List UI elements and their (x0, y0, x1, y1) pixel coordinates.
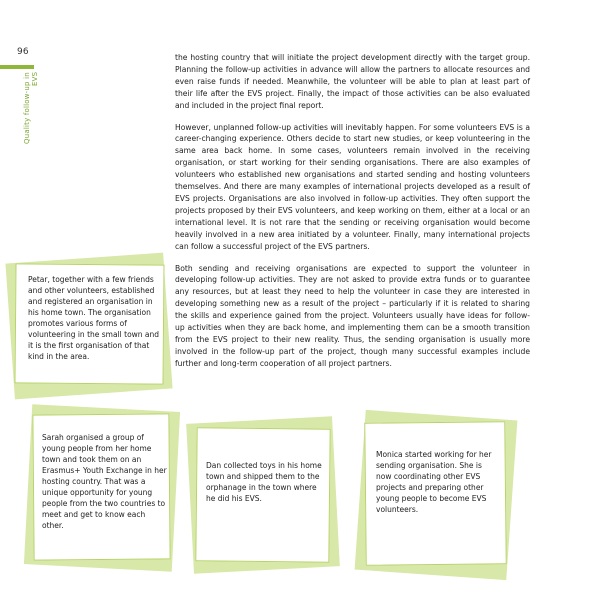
note-sarah (28, 408, 176, 568)
page-number: 96 (17, 47, 29, 57)
note-petar (10, 258, 168, 394)
main-text-column (175, 52, 530, 380)
note-text: Dan collected toys in his home town and shipped them to the orphanage in the town where he did his EVS. (206, 461, 322, 503)
note-dan (190, 420, 336, 570)
side-section-label: Quality follow-up in EVS (23, 72, 39, 144)
margin-accent-bar (0, 65, 34, 69)
note-text: Monica started working for her sending organisation. She is now coordinating other EVS projects and preparing other young people to become EVS volunteers. (376, 450, 492, 514)
paragraph: Both sending and receiving organisations are expected to support the volunteer in developing follow-up activities. They are not asked to provide extra funds or to guarantee any resources, but at least they need to help the volunteer in case they are interested in developing something new as a result of the project – particularly if it is related to sharing the skills and experience gained from the project. Volunteers usually have ideas for follow-up activities when they are back home, and implementing them can be a smooth transition from the EVS project to their new reality. Thus, the sending organisation is usually more involved in the follow-up part of the project, though many successful examples include further and long-term cooperation of all project partners. (175, 263, 530, 368)
paragraph: the hosting country that will initiate the project development directly with the target group. Planning the follow-up activities in advance will allow the partners to allocate resources and even raise funds if needed. Meanwhile, the volunteer will be able to plan at least part of their life after the EVS project. Finally, the impact of those activities can be also evaluated and included in the project final report. (175, 53, 530, 110)
paragraph: However, unplanned follow-up activities will inevitably happen. For some volunteers EVS is a career-changing experience. Others decide to start new studies, or keep volunteering in the same area back home. In some cases, volunteers remain involved in the receiving organisation, or start working for their sending organisations. There are also examples of volunteers who established new organisations and started sending and hosting volunteers themselves. And there are many examples of international projects developed as a result of EVS projects. Organisations are also involved in follow-up activities. They often support the projects proposed by their EVS volunteers, and keep working on them, either at a local or an international level. It is not rare that the sending or receiving organisation would become heavily involved in a new area initiated by a volunteer. Finally, many international projects can follow a successful project of the EVS partners. (175, 122, 530, 251)
note-text: Sarah organised a group of young people from her home town and took them on an Erasmus+ Youth Exchange in her hosting country. That was a unique opportunity for young people from the two countries to meet and get to know each other. (42, 433, 167, 530)
note-monica (360, 415, 512, 575)
note-text: Petar, together with a few friends and other volunteers, established and registered an organisation in his home town. The organisation promotes various forms of volunteering in the small town and it is the first organisation of that kind in the area. (28, 275, 160, 361)
